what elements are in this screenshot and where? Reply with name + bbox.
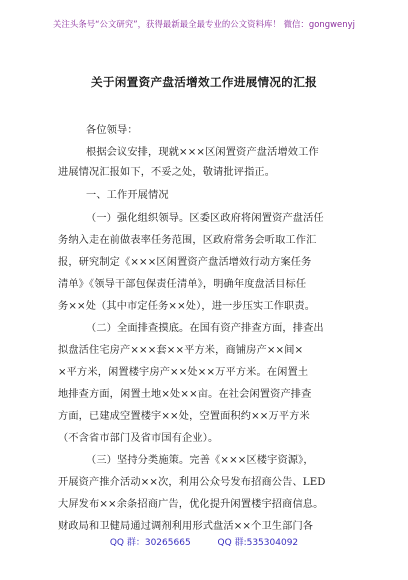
paragraph-line: （一）强化组织领导。区委区政府将闲置资产盘活任: [86, 213, 324, 224]
footer-qq-group-1: QQ 群：30265665: [109, 538, 191, 548]
paragraph-line: 进展情况汇报如下，不妥之处，敬请批评指正。: [58, 167, 276, 178]
paragraph-line: 务纳入走在前做表率任务范围，区政府常务会听取工作汇: [58, 235, 317, 246]
paragraph-line: ×平方米，闲置楼宇房产××处××万平方米。在闲置土: [58, 367, 309, 378]
footer-qq-group-2: QQ 群:535304092: [217, 538, 299, 548]
paragraph-line: 大屏发布××余条招商广告，优化提升闲置楼宇招商信息。: [58, 499, 324, 510]
paragraph-line: （不含省市部门及省市国有企业）。: [58, 433, 219, 444]
salutation: 各位领导：: [86, 125, 138, 136]
paragraph-line: （二）全面排查摸底。在国有资产排查方面，排查出: [86, 323, 324, 334]
paragraph-line: 开展资产推介活动××次，利用公众号发布招商公告、LED: [58, 477, 326, 488]
section-heading: 一、工作开展情况: [86, 190, 169, 201]
paragraph-line: 财政局和卫健局通过调剂利用形式盘活××个卫生部门各: [58, 521, 314, 532]
paragraph-line: 地排查方面，闲置土地×处××亩。在社会闲置资产排查: [58, 389, 312, 400]
paragraph-line: 拟盘活住宅房产×××套××平方米，商铺房产××间×: [58, 345, 304, 356]
document-title: 关于闲置资产盘活增效工作进展情况的汇报: [91, 75, 317, 89]
paragraph-line: （三）坚持分类施策。完善《×××区楼宇资源》，: [86, 455, 314, 466]
header-promo-note: 关注头条号“公文研究”，获得最新最全最专业的公文资料库！ 微信：gongwenyj: [53, 19, 355, 29]
paragraph-line: 根据会议安排，现就×××区闲置资产盘活增效工作: [86, 147, 319, 158]
paragraph-line: 务××处（其中市定任务××处），进一步压实工作职责。: [58, 301, 316, 312]
paragraph-line: 报，研究制定《×××区闲置资产盘活增效行动方案任务: [58, 257, 312, 268]
paragraph-line: 清单》《领导干部包保责任清单》，明确年度盘活目标任: [58, 279, 307, 290]
paragraph-line: 方面，已建成空置楼宇××处，空置面积约××万平方米: [58, 411, 310, 422]
footer-contact: [0, 535, 408, 548]
